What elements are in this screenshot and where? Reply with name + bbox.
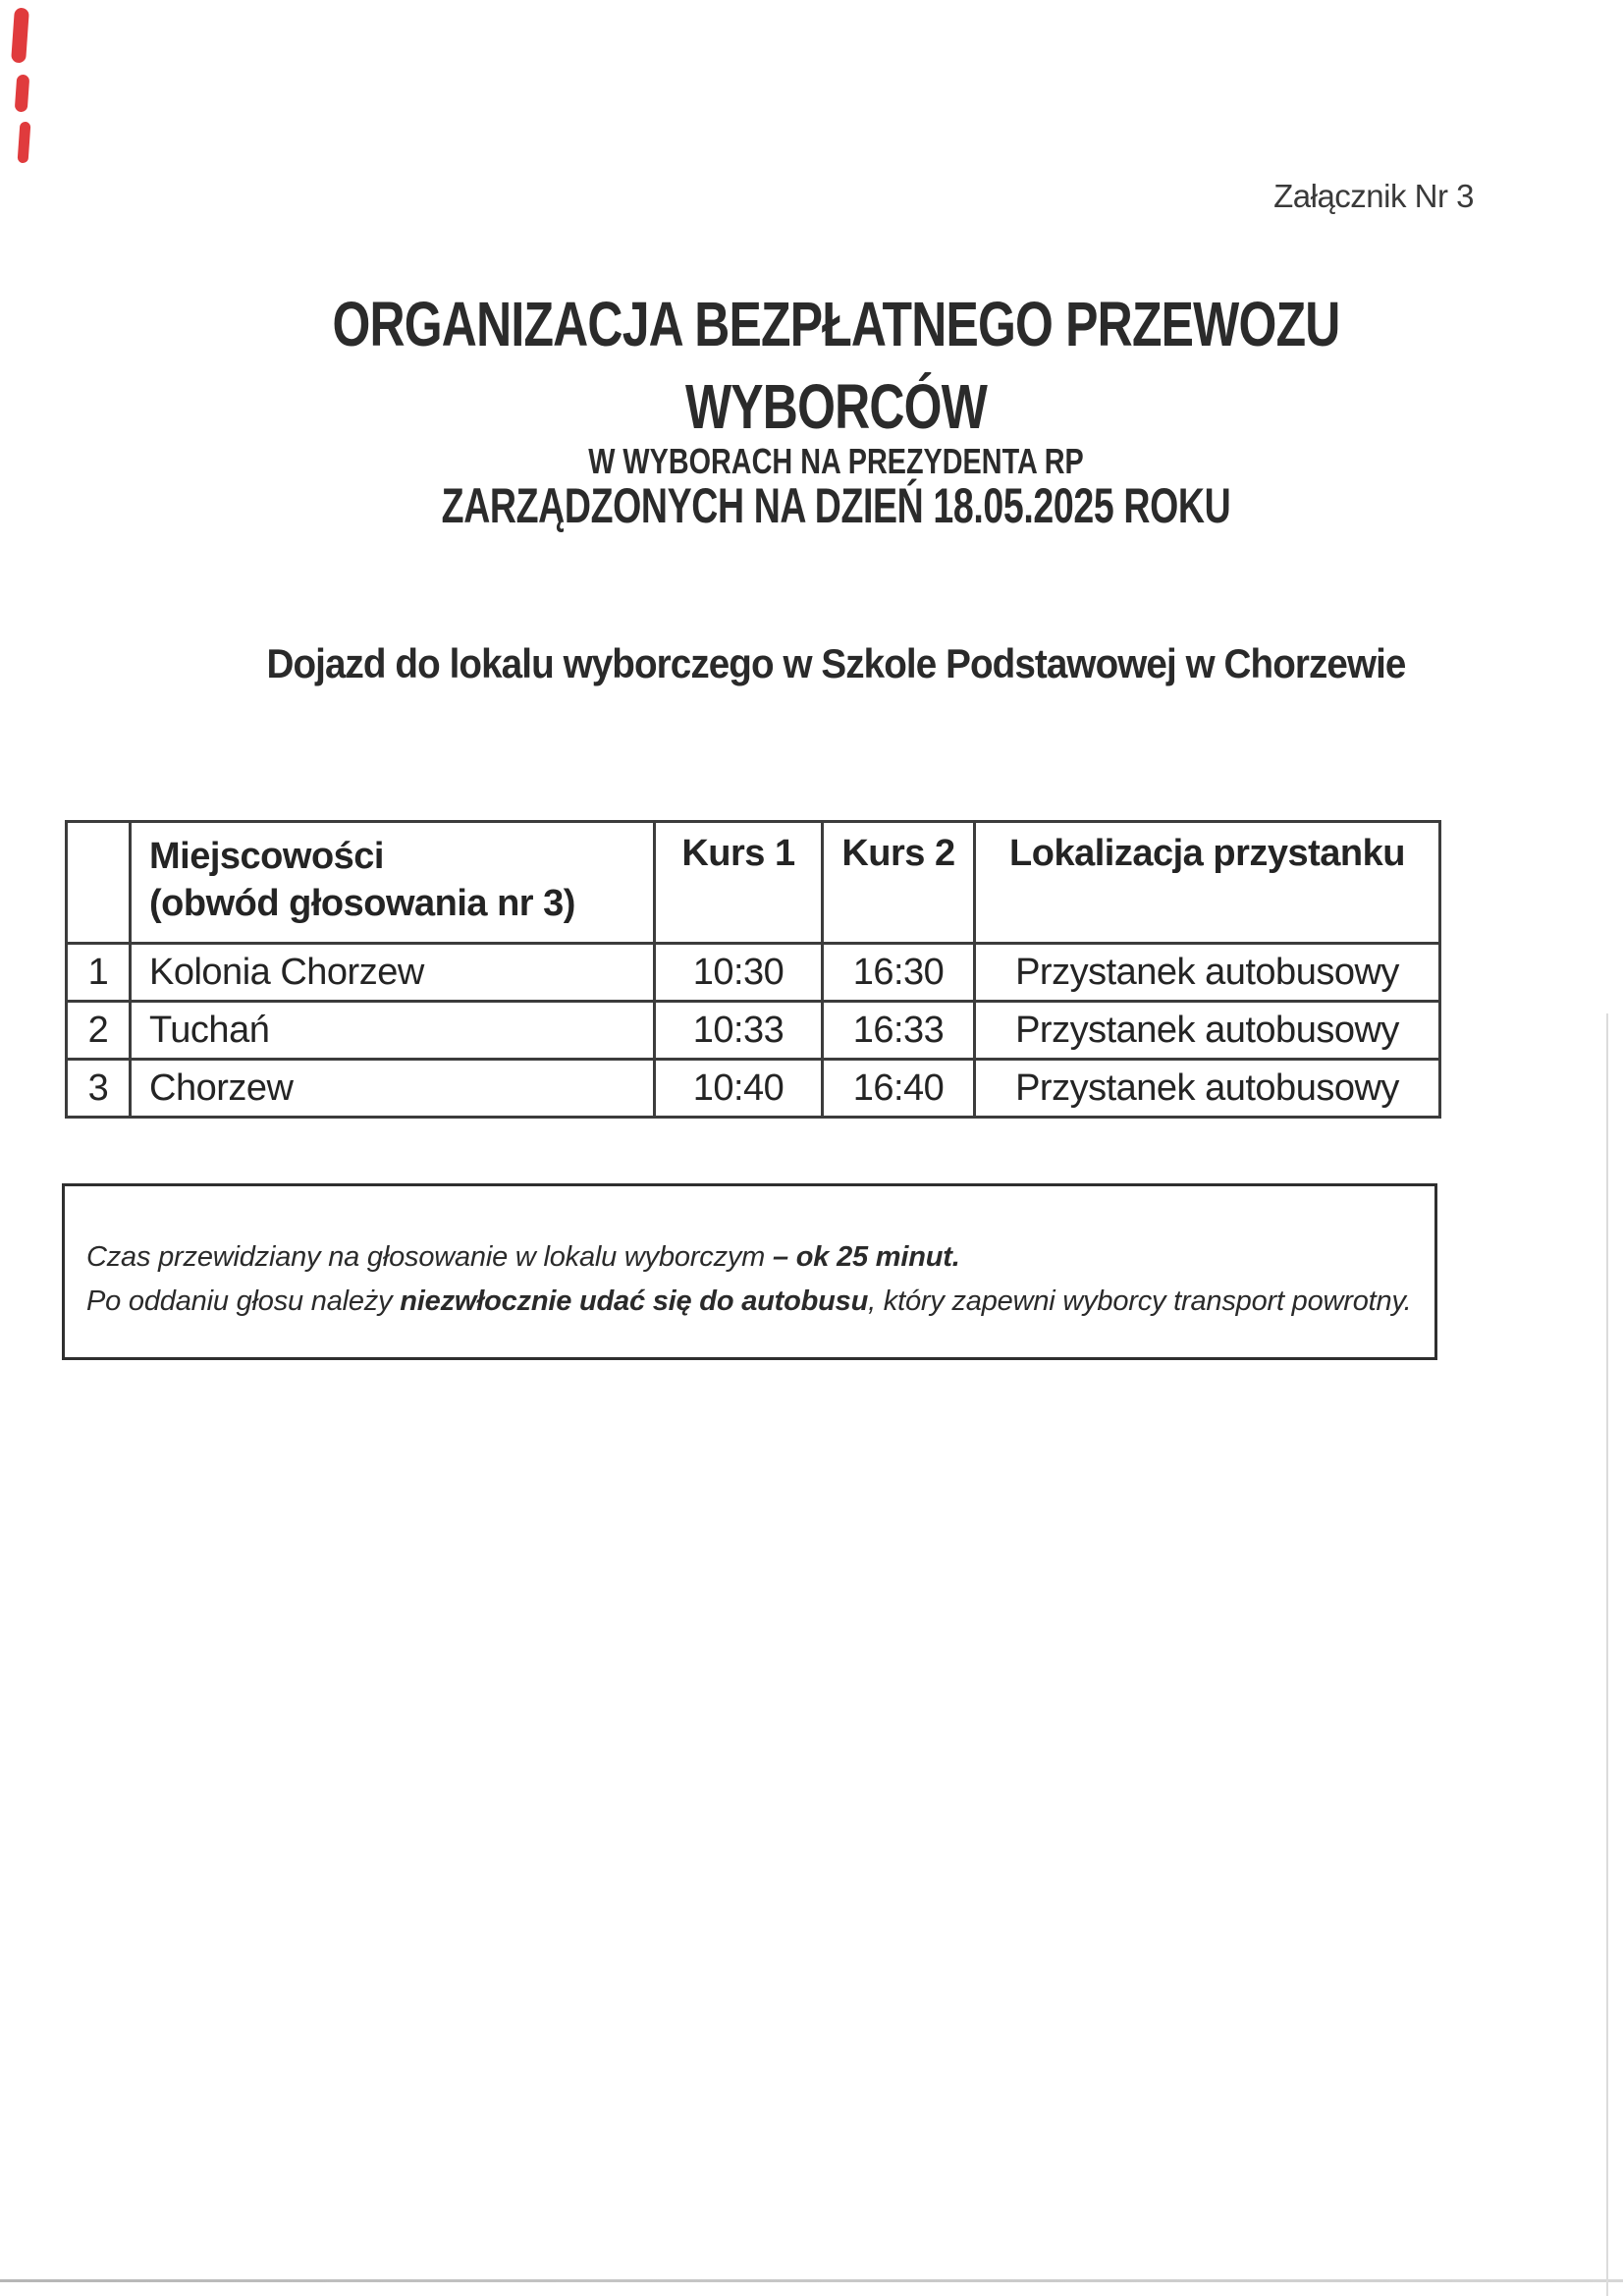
- row-number: 2: [67, 1002, 131, 1060]
- red-pen-mark: [15, 75, 30, 113]
- column-header-place: [131, 822, 655, 944]
- stop-location: Przystanek autobusowy: [975, 944, 1440, 1002]
- note-line1-normal-text: Czas przewidziany na głosowanie w lokalu wyborczym: [86, 1241, 773, 1273]
- document-title-line2: WYBORCÓW: [684, 371, 988, 442]
- voting-note-box: [62, 1183, 1437, 1360]
- row-number: 3: [67, 1060, 131, 1118]
- attachment-label: Załącznik Nr 3: [1273, 178, 1474, 214]
- scanner-bottom-edge-line: [0, 2279, 1623, 2282]
- kurs2-time: 16:40: [823, 1060, 975, 1118]
- document-subtitle-election: W WYBORACH NA PREZYDENTA RP: [588, 441, 1084, 481]
- place-name: Tuchań: [131, 1002, 655, 1060]
- section-heading: Dojazd do lokalu wyborczego w Szkole Podstawowej w Chorzewie: [266, 640, 1406, 686]
- column-header-kurs1: Kurs 1: [655, 822, 823, 944]
- column-header-place-line1: Miejscowości: [149, 836, 384, 877]
- kurs2-time: 16:33: [823, 1002, 975, 1060]
- table-row: [67, 1002, 1440, 1060]
- note-line-2: [86, 1280, 1417, 1324]
- note-line2-bold-text: niezwłocznie udać się do autobusu: [400, 1285, 869, 1317]
- column-header-place-line2: (obwód głosowania nr 3): [149, 883, 575, 924]
- row-number: 1: [67, 944, 131, 1002]
- red-pen-mark: [11, 8, 29, 64]
- table-row: [67, 1060, 1440, 1118]
- place-name: Kolonia Chorzew: [131, 944, 655, 1002]
- kurs1-time: 10:33: [655, 1002, 823, 1060]
- stop-location: Przystanek autobusowy: [975, 1060, 1440, 1118]
- kurs1-time: 10:30: [655, 944, 823, 1002]
- note-line1-bold-text: – ok 25 minut.: [772, 1241, 960, 1273]
- column-header-number: [67, 822, 131, 944]
- note-line2-prefix-text: Po oddaniu głosu należy: [86, 1285, 401, 1317]
- column-header-location: Lokalizacja przystanku: [975, 822, 1440, 944]
- red-pen-mark: [18, 122, 31, 164]
- bus-schedule-table: [65, 820, 1441, 1119]
- stop-location: Przystanek autobusowy: [975, 1002, 1440, 1060]
- document-title-line1: ORGANIZACJA BEZPŁATNEGO PRZEWOZU: [332, 289, 1340, 359]
- note-line-1: [86, 1235, 1417, 1280]
- note-line2-suffix-text: , który zapewni wyborcy transport powrotny.: [868, 1285, 1412, 1317]
- kurs2-time: 16:30: [823, 944, 975, 1002]
- document-subtitle-date: ZARZĄDZONYCH NA DZIEŃ 18.05.2025 ROKU: [441, 478, 1231, 533]
- kurs1-time: 10:40: [655, 1060, 823, 1118]
- table-header-row: [67, 822, 1440, 944]
- column-header-kurs2: Kurs 2: [823, 822, 975, 944]
- table-row: [67, 944, 1440, 1002]
- place-name: Chorzew: [131, 1060, 655, 1118]
- scanner-right-edge-line: [1606, 1013, 1608, 2296]
